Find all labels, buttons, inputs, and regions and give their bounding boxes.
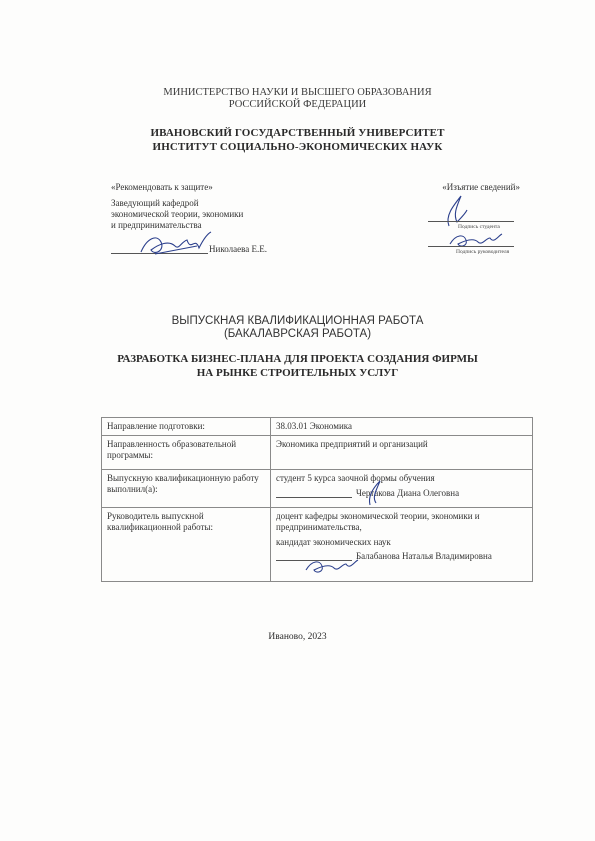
table-row: [102, 470, 533, 508]
ministry-line-1: МИНИСТЕРСТВО НАУКИ И ВЫСШЕГО ОБРАЗОВАНИЯ: [163, 87, 432, 98]
approval-block: [111, 182, 311, 231]
withdrawal-label: «Изъятие сведений»: [442, 182, 520, 192]
supervisor-name: Балабанова Наталья Владимировна: [356, 551, 492, 561]
city-year: Иваново, 2023: [268, 632, 327, 642]
author-name: Чертакова Диана Олеговна: [356, 488, 460, 498]
author-signature-line: [276, 497, 352, 498]
table-row: [102, 418, 533, 436]
program-value: Экономика предприятий и организаций: [271, 436, 533, 470]
university-header: [0, 126, 595, 154]
supervisor-signature-line-top: [428, 246, 514, 247]
ministry-line-2: РОССИЙСКОЙ ФЕДЕРАЦИИ: [228, 99, 367, 110]
program-label: Направленность образовательной программы:: [102, 436, 271, 470]
institute-name: ИНСТИТУТ СОЦИАЛЬНО-ЭКОНОМИЧЕСКИХ НАУК: [152, 141, 443, 153]
supervisor-value-line-1: доцент кафедры экономической теории, экономики и предпринимательства,: [276, 511, 480, 532]
supervisor-signature-caption: Подпись руководителя: [456, 249, 510, 255]
supervisor-signature: [302, 556, 362, 578]
ministry-header: [0, 87, 595, 111]
supervisor-value-line-2: кандидат экономических наук: [276, 537, 391, 547]
work-topic-line-1: РАЗРАБОТКА БИЗНЕС-ПЛАНА ДЛЯ ПРОЕКТА СОЗДАНИЯ ФИРМЫ: [117, 353, 478, 365]
university-name: ИВАНОВСКИЙ ГОСУДАРСТВЕННЫЙ УНИВЕРСИТЕТ: [150, 127, 445, 139]
work-topic-line-2: НА РЫНКЕ СТРОИТЕЛЬНЫХ УСЛУГ: [196, 367, 399, 379]
student-signature-caption: Подпись студента: [458, 224, 500, 230]
head-title-line-2: экономической теории, экономики: [111, 209, 244, 219]
work-topic: [0, 352, 595, 380]
table-row: [102, 436, 533, 470]
work-type-line-2: (БАКАЛАВРСКАЯ РАБОТА): [223, 328, 372, 340]
head-signature: [135, 230, 215, 260]
author-signature: [358, 479, 388, 507]
head-title-line-1: Заведующий кафедрой: [111, 198, 199, 208]
recommend-label: «Рекомендовать к защите»: [111, 182, 213, 192]
direction-label: Направление подготовки:: [102, 418, 271, 436]
student-signature: [435, 192, 475, 228]
student-signature-line: [428, 221, 514, 222]
author-name-row: [276, 488, 527, 499]
author-value: [271, 470, 533, 508]
direction-value: 38.03.01 Экономика: [271, 418, 533, 436]
work-type-line-1: ВЫПУСКНАЯ КВАЛИФИКАЦИОННАЯ РАБОТА: [171, 315, 424, 327]
supervisor-label: Руководитель выпускной квалификационной работы:: [102, 508, 271, 582]
author-value-line-1: студент 5 курса заочной формы обучения: [276, 473, 435, 483]
author-label: Выпускную квалификационную работу выполнил(а):: [102, 470, 271, 508]
work-type: [0, 315, 595, 341]
head-title-line-3: и предпринимательства: [111, 220, 202, 230]
head-name: Николаева Е.Е.: [209, 244, 267, 254]
